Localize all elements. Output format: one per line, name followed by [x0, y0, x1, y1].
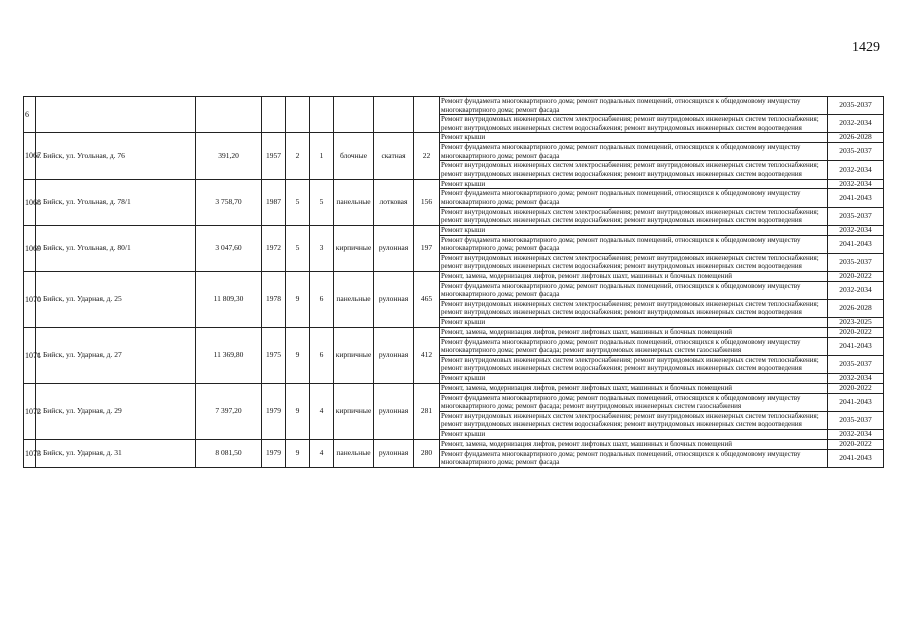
period-cell: 2032-2034: [828, 179, 884, 189]
entrances-cell: 4: [310, 383, 334, 439]
wall-material-cell: кирпичные: [334, 383, 374, 439]
work-type-cell: Ремонт, замена, модернизация лифтов, ремонт лифтовых шахт, машинных и блочных помещений: [440, 439, 828, 449]
area-cell: 3 047,60: [196, 225, 262, 271]
year-cell: 1979: [262, 383, 286, 439]
work-type-cell: Ремонт крыши: [440, 179, 828, 189]
row-number: 1068: [24, 179, 36, 225]
table-row: [24, 133, 884, 143]
area-cell: 3 758,70: [196, 179, 262, 225]
floors-cell: 9: [286, 327, 310, 383]
work-type-cell: Ремонт фундамента многоквартирного дома; ремонт подвальных помещений, относящихся к общедомовому имуществу многоквартирного дома; ремонт фасада: [440, 449, 828, 467]
work-type-cell: Ремонт крыши: [440, 430, 828, 440]
period-cell: 2020-2022: [828, 271, 884, 281]
floors-cell: 9: [286, 271, 310, 327]
address-cell: г. Бийск, ул. Угольная, д. 76: [36, 133, 196, 179]
address-cell: г. Бийск, ул. Ударная, д. 27: [36, 327, 196, 383]
entrances-cell: 5: [310, 179, 334, 225]
work-type-cell: Ремонт, замена, модернизация лифтов, ремонт лифтовых шахт, машинных и блочных помещений: [440, 383, 828, 393]
row-number: 1069: [24, 225, 36, 271]
work-type-cell: Ремонт крыши: [440, 225, 828, 235]
roof-type-cell: рулонная: [374, 327, 414, 383]
year-cell: 1978: [262, 271, 286, 327]
period-cell: 2032-2034: [828, 161, 884, 179]
period-cell: 2026-2028: [828, 133, 884, 143]
wall-material-cell: блочные: [334, 133, 374, 179]
table-row: [24, 271, 884, 281]
address-cell: г. Бийск, ул. Угольная, д. 80/1: [36, 225, 196, 271]
area-cell: 7 397,20: [196, 383, 262, 439]
year-cell: 1975: [262, 327, 286, 383]
period-cell: 2020-2022: [828, 439, 884, 449]
roof-type-cell: рулонная: [374, 271, 414, 327]
period-cell: 2035-2037: [828, 355, 884, 373]
work-type-cell: Ремонт внутридомовых инженерных систем электроснабжения; ремонт внутридомовых инженерных систем теплоснабжения; ремонт внутридомовых инженерных систем водоснабжения; ремонт внутридомовых инженерных систем водоотведения: [440, 411, 828, 429]
year-cell: 1972: [262, 225, 286, 271]
row-number: 1071: [24, 327, 36, 383]
wall-material-cell: [334, 97, 374, 133]
work-type-cell: Ремонт, замена, модернизация лифтов, ремонт лифтовых шахт, машинных и блочных помещений: [440, 327, 828, 337]
residents-cell: 280: [414, 439, 440, 467]
residents-cell: 22: [414, 133, 440, 179]
table-row: [24, 97, 884, 115]
area-cell: 391,20: [196, 133, 262, 179]
table-row: [24, 225, 884, 235]
period-cell: 2035-2037: [828, 143, 884, 161]
entrances-cell: 6: [310, 327, 334, 383]
period-cell: 2041-2043: [828, 449, 884, 467]
year-cell: 1957: [262, 133, 286, 179]
work-type-cell: Ремонт внутридомовых инженерных систем электроснабжения; ремонт внутридомовых инженерных систем теплоснабжения; ремонт внутридомовых инженерных систем водоснабжения; ремонт внутридомовых инженерных систем водоотведения: [440, 115, 828, 133]
work-type-cell: Ремонт крыши: [440, 374, 828, 384]
work-type-cell: Ремонт фундамента многоквартирного дома; ремонт подвальных помещений, относящихся к общедомовому имуществу многоквартирного дома; ремонт фасада: [440, 281, 828, 299]
work-type-cell: Ремонт фундамента многоквартирного дома; ремонт подвальных помещений, относящихся к общедомовому имуществу многоквартирного дома; ремонт фасада; ремонт внутридомовых инженерных систем газоснабжения: [440, 337, 828, 355]
entrances-cell: 6: [310, 271, 334, 327]
capital-repair-table: [23, 96, 884, 468]
entrances-cell: 1: [310, 133, 334, 179]
work-type-cell: Ремонт фундамента многоквартирного дома; ремонт подвальных помещений, относящихся к общедомовому имуществу многоквартирного дома; ремонт фасада; ремонт внутридомовых инженерных систем газоснабжения: [440, 393, 828, 411]
work-type-cell: Ремонт внутридомовых инженерных систем электроснабжения; ремонт внутридомовых инженерных систем теплоснабжения; ремонт внутридомовых инженерных систем водоснабжения; ремонт внутридомовых инженерных систем водоотведения: [440, 207, 828, 225]
work-type-cell: Ремонт фундамента многоквартирного дома; ремонт подвальных помещений, относящихся к общедомовому имуществу многоквартирного дома; ремонт фасада: [440, 235, 828, 253]
area-cell: 11 369,80: [196, 327, 262, 383]
floors-cell: 2: [286, 133, 310, 179]
floors-cell: 5: [286, 179, 310, 225]
wall-material-cell: кирпичные: [334, 327, 374, 383]
residents-cell: [414, 97, 440, 133]
address-cell: г. Бийск, ул. Угольная, д. 78/1: [36, 179, 196, 225]
period-cell: 2032-2034: [828, 115, 884, 133]
work-type-cell: Ремонт крыши: [440, 133, 828, 143]
roof-type-cell: лотковая: [374, 179, 414, 225]
period-cell: 2032-2034: [828, 430, 884, 440]
period-cell: 2026-2028: [828, 299, 884, 317]
work-type-cell: Ремонт внутридомовых инженерных систем электроснабжения; ремонт внутридомовых инженерных систем теплоснабжения; ремонт внутридомовых инженерных систем водоснабжения; ремонт внутридомовых инженерных систем водоотведения: [440, 355, 828, 373]
roof-type-cell: [374, 97, 414, 133]
year-cell: [262, 97, 286, 133]
row-number: 1073: [24, 439, 36, 467]
table-row: [24, 383, 884, 393]
period-cell: 2020-2022: [828, 383, 884, 393]
period-cell: 2041-2043: [828, 189, 884, 207]
row-number: 1070: [24, 271, 36, 327]
work-type-cell: Ремонт фундамента многоквартирного дома; ремонт подвальных помещений, относящихся к общедомовому имуществу многоквартирного дома; ремонт фасада: [440, 189, 828, 207]
roof-type-cell: рулонная: [374, 225, 414, 271]
period-cell: 2041-2043: [828, 393, 884, 411]
year-cell: 1979: [262, 439, 286, 467]
residents-cell: 412: [414, 327, 440, 383]
area-cell: 8 081,50: [196, 439, 262, 467]
row-number: 6: [24, 97, 36, 133]
row-number: 1067: [24, 133, 36, 179]
residents-cell: 156: [414, 179, 440, 225]
roof-type-cell: скатная: [374, 133, 414, 179]
entrances-cell: [310, 97, 334, 133]
period-cell: 2020-2022: [828, 327, 884, 337]
work-type-cell: Ремонт крыши: [440, 318, 828, 328]
work-type-cell: Ремонт, замена, модернизация лифтов, ремонт лифтовых шахт, машинных и блочных помещений: [440, 271, 828, 281]
address-cell: г. Бийск, ул. Ударная, д. 31: [36, 439, 196, 467]
period-cell: 2032-2034: [828, 374, 884, 384]
table-row: [24, 327, 884, 337]
row-number: 1072: [24, 383, 36, 439]
work-type-cell: Ремонт внутридомовых инженерных систем электроснабжения; ремонт внутридомовых инженерных систем теплоснабжения; ремонт внутридомовых инженерных систем водоснабжения; ремонт внутридомовых инженерных систем водоотведения: [440, 161, 828, 179]
period-cell: 2035-2037: [828, 207, 884, 225]
residents-cell: 465: [414, 271, 440, 327]
roof-type-cell: рулонная: [374, 439, 414, 467]
area-cell: 11 809,30: [196, 271, 262, 327]
address-cell: [36, 97, 196, 133]
work-type-cell: Ремонт фундамента многоквартирного дома; ремонт подвальных помещений, относящихся к общедомовому имуществу многоквартирного дома; ремонт фасада: [440, 97, 828, 115]
period-cell: 2023-2025: [828, 318, 884, 328]
address-cell: г. Бийск, ул. Ударная, д. 29: [36, 383, 196, 439]
work-type-cell: Ремонт фундамента многоквартирного дома; ремонт подвальных помещений, относящихся к общедомовому имуществу многоквартирного дома; ремонт фасада: [440, 143, 828, 161]
table-row: [24, 179, 884, 189]
wall-material-cell: панельные: [334, 439, 374, 467]
address-cell: г. Бийск, ул. Ударная, д. 25: [36, 271, 196, 327]
wall-material-cell: панельные: [334, 179, 374, 225]
floors-cell: 9: [286, 383, 310, 439]
period-cell: 2041-2043: [828, 337, 884, 355]
period-cell: 2041-2043: [828, 235, 884, 253]
floors-cell: 9: [286, 439, 310, 467]
year-cell: 1987: [262, 179, 286, 225]
page-number: 1429: [852, 40, 880, 55]
wall-material-cell: кирпичные: [334, 225, 374, 271]
work-type-cell: Ремонт внутридомовых инженерных систем электроснабжения; ремонт внутридомовых инженерных систем теплоснабжения; ремонт внутридомовых инженерных систем водоснабжения; ремонт внутридомовых инженерных систем водоотведения: [440, 253, 828, 271]
work-type-cell: Ремонт внутридомовых инженерных систем электроснабжения; ремонт внутридомовых инженерных систем теплоснабжения; ремонт внутридомовых инженерных систем водоснабжения; ремонт внутридомовых инженерных систем водоотведения: [440, 299, 828, 317]
period-cell: 2035-2037: [828, 253, 884, 271]
period-cell: 2032-2034: [828, 281, 884, 299]
period-cell: 2035-2037: [828, 97, 884, 115]
residents-cell: 281: [414, 383, 440, 439]
period-cell: 2032-2034: [828, 225, 884, 235]
roof-type-cell: рулонная: [374, 383, 414, 439]
table-row: [24, 439, 884, 449]
entrances-cell: 3: [310, 225, 334, 271]
floors-cell: 5: [286, 225, 310, 271]
entrances-cell: 4: [310, 439, 334, 467]
area-cell: [196, 97, 262, 133]
period-cell: 2035-2037: [828, 411, 884, 429]
floors-cell: [286, 97, 310, 133]
residents-cell: 197: [414, 225, 440, 271]
wall-material-cell: панельные: [334, 271, 374, 327]
